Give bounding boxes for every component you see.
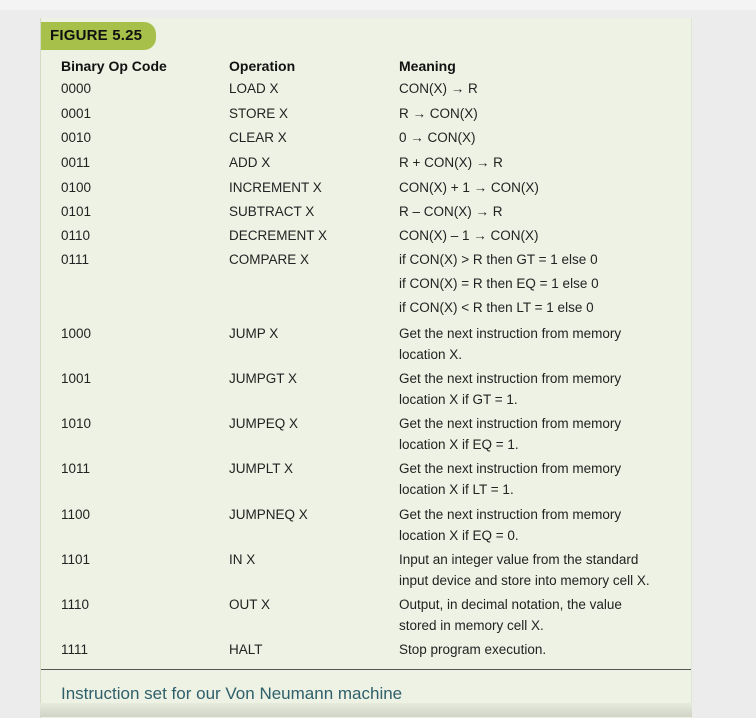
meaning-cell: location X if LT = 1. — [399, 482, 514, 497]
meaning-cell: CON(X) → R — [399, 81, 478, 96]
opcode-cell: 1000 — [61, 326, 92, 341]
operation-cell: CLEAR X — [229, 130, 287, 145]
opcode-cell: 0011 — [61, 155, 91, 170]
figure-panel — [40, 18, 692, 718]
meaning-cell: Get the next instruction from memory — [399, 416, 622, 431]
operation-cell: LOAD X — [229, 81, 279, 96]
operation-cell: JUMP X — [229, 326, 279, 341]
meaning-cell: stored in memory cell X. — [399, 618, 544, 633]
meaning-cell: Get the next instruction from memory — [399, 461, 622, 476]
opcode-cell: 1100 — [61, 507, 91, 522]
meaning-cell: Stop program execution. — [399, 642, 547, 657]
opcode-cell: 1110 — [61, 597, 90, 612]
operation-column-header: Operation — [229, 58, 296, 74]
meaning-cell: Get the next instruction from memory — [399, 507, 622, 522]
opcode-cell: 0010 — [61, 130, 92, 145]
opcode-cell: 0100 — [61, 180, 92, 195]
operation-cell: IN X — [229, 552, 256, 567]
top-page-edge — [0, 0, 756, 10]
meaning-cell: location X. — [399, 347, 463, 362]
operation-cell: JUMPGT X — [229, 371, 298, 386]
opcode-column-header: Binary Op Code — [61, 58, 167, 74]
opcode-cell: 0111 — [61, 252, 90, 267]
opcode-cell: 1101 — [61, 552, 91, 567]
opcode-cell: 0001 — [61, 106, 92, 121]
operation-cell: JUMPEQ X — [229, 416, 299, 431]
meaning-cell: location X if EQ = 1. — [399, 437, 519, 452]
operation-cell: ADD X — [229, 155, 271, 170]
opcode-cell: 0101 — [61, 204, 92, 219]
meaning-cell: R – CON(X) → R — [399, 204, 503, 219]
operation-cell: INCREMENT X — [229, 180, 322, 195]
meaning-cell: CON(X) + 1 → CON(X) — [399, 180, 539, 195]
opcode-cell: 1111 — [61, 642, 89, 657]
operation-cell: DECREMENT X — [229, 228, 328, 243]
meaning-cell: Output, in decimal notation, the value — [399, 597, 622, 612]
meaning-cell: if CON(X) > R then GT = 1 else 0 — [399, 252, 598, 267]
opcode-cell: 1001 — [61, 371, 92, 386]
opcode-cell: 1010 — [61, 416, 92, 431]
bottom-edge-shadow — [40, 703, 692, 717]
opcode-cell: 0000 — [61, 81, 92, 96]
meaning-cell: R + CON(X) → R — [399, 155, 503, 170]
meaning-cell: location X if EQ = 0. — [399, 528, 519, 543]
meaning-cell: location X if GT = 1. — [399, 392, 518, 407]
operation-cell: JUMPLT X — [229, 461, 294, 476]
meaning-cell: Get the next instruction from memory — [399, 371, 622, 386]
operation-cell: STORE X — [229, 106, 289, 121]
meaning-cell: if CON(X) < R then LT = 1 else 0 — [399, 300, 594, 315]
meaning-cell: input device and store into memory cell X. — [399, 573, 650, 588]
meaning-cell: Get the next instruction from memory — [399, 326, 622, 341]
figure-caption: Instruction set for our Von Neumann machine — [61, 684, 403, 703]
operation-cell: COMPARE X — [229, 252, 310, 267]
meaning-cell: R → CON(X) — [399, 106, 478, 121]
operation-cell: OUT X — [229, 597, 271, 612]
operation-cell: JUMPNEQ X — [229, 507, 308, 522]
opcode-cell: 0110 — [61, 228, 91, 243]
meaning-cell: if CON(X) = R then EQ = 1 else 0 — [399, 276, 599, 291]
meaning-column-header: Meaning — [399, 58, 456, 74]
caption-divider — [41, 669, 691, 670]
opcode-cell: 1011 — [61, 461, 91, 476]
meaning-cell: Input an integer value from the standard — [399, 552, 639, 567]
meaning-cell: 0 → CON(X) — [399, 130, 476, 145]
figure-label: FIGURE 5.25 — [41, 22, 156, 50]
operation-cell: HALT — [229, 642, 263, 657]
operation-cell: SUBTRACT X — [229, 204, 315, 219]
meaning-cell: CON(X) – 1 → CON(X) — [399, 228, 539, 243]
